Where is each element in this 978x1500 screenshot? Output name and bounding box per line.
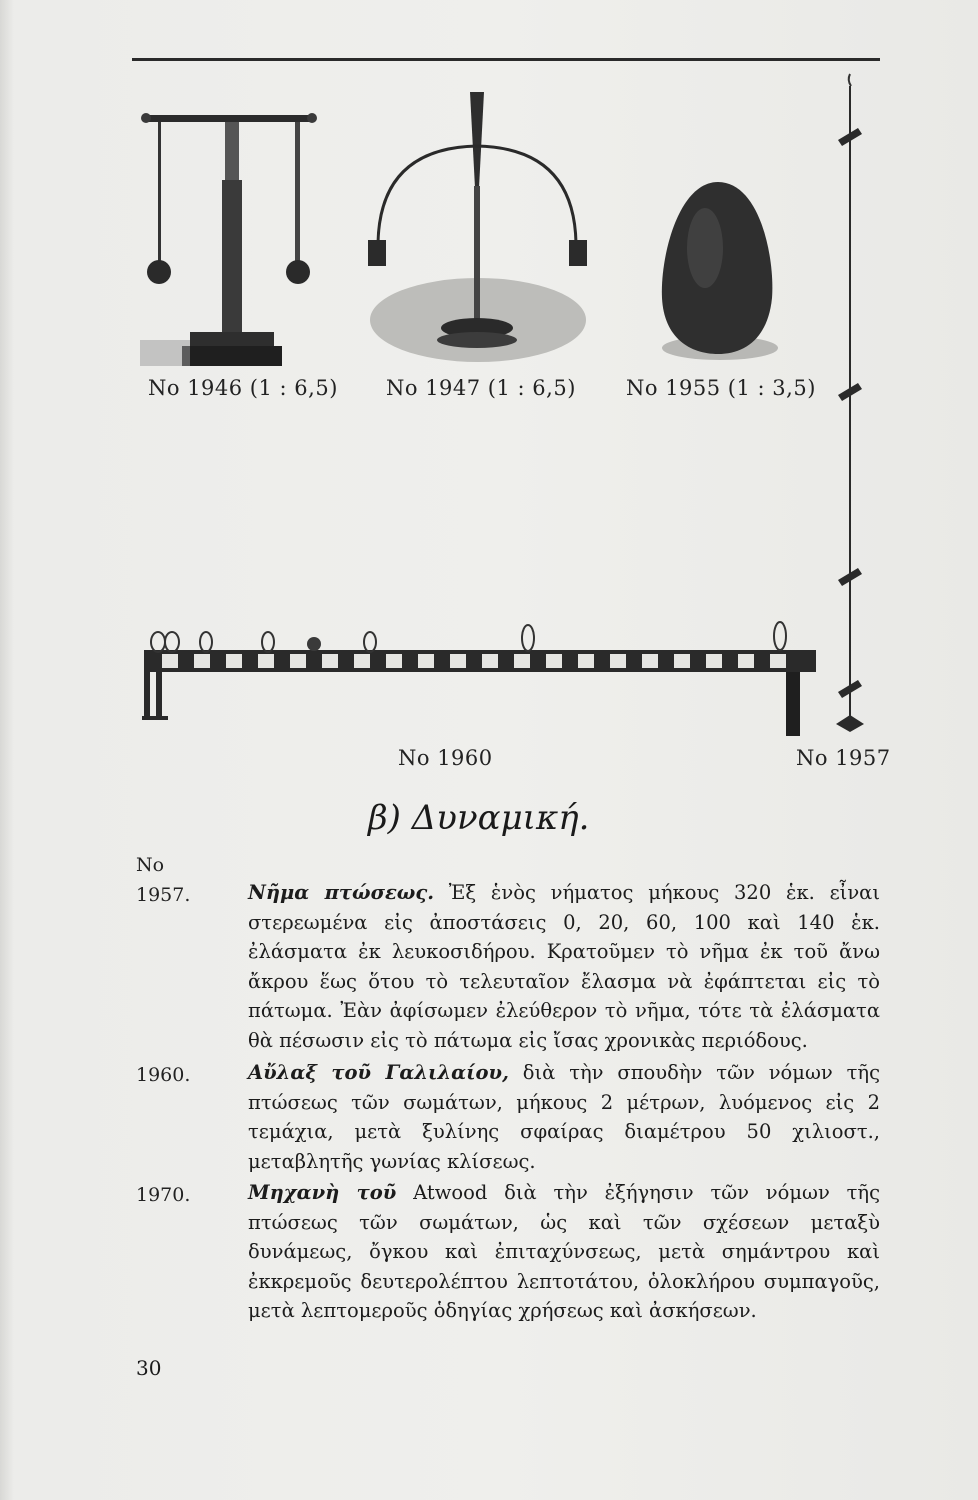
entry-text: Atwood διὰ τὴν ἐξήγησιν τῶν νόμων τῆς πτώσεως τῶν σωμάτων, ὡς καὶ τῶν σχέσεων μεταξὺ δυνάμεως, ὄγκου καὶ ἐπιταχύνσεως, μετὰ σημάντρου καὶ ἐκκρεμοῦς δευτερολέπτου λεπτοτάτου, ὁλοκλήρου συμπαγοῦς, μετὰ λεπτομεροῦς ὁδηγίας χρήσεως καὶ ἀσκήσεων. <box>248 1181 880 1322</box>
figure-1957-fall-string <box>830 70 875 740</box>
entry-number: 1960. <box>136 1064 191 1086</box>
entry-name: Μηχανὴ τοῦ <box>248 1181 397 1204</box>
entry-1957 <box>248 878 880 1055</box>
figure-1955-egg <box>650 178 780 363</box>
entry-name: Αὔλαξ τοῦ Γαλιλαίου, <box>248 1061 509 1084</box>
top-rule <box>132 58 880 61</box>
entry-1970 <box>248 1178 880 1326</box>
entry-1960 <box>248 1058 880 1176</box>
caption-no1960: No 1960 <box>398 746 493 770</box>
entry-text: διὰ τὴν σπουδὴν τῶν νόμων τῆς πτώσεως τῶν σωμάτων, μήκους 2 μέτρων, λυόμενος εἰς 2 τεμάχια, μετὰ ξυλίνης σφαίρας διαμέτρου 50 χιλιοστ., μεταβλητῆς γωνίας κλίσεως. <box>248 1061 880 1173</box>
entry-name: Νῆμα πτώσεως. <box>248 881 435 904</box>
caption-no1957: No 1957 <box>796 746 891 770</box>
figure-1960-galileo-channel <box>138 620 823 740</box>
figure-1946-pendulum-stand <box>130 100 330 375</box>
entry-number: 1970. <box>136 1184 191 1206</box>
entry-text: Ἐξ ἑνὸς νήματος μήκους 320 ἑκ. εἶναι στερεωμένα εἰς ἀποστάσεις 0, 20, 60, 100 καὶ 140 ἑκ. ἐλάσματα ἐκ λευκοσιδήρου. Κρατοῦμεν τὸ νῆμα ἐκ τοῦ ἄνω ἄκρου ἕως ὅτου τὸ τελευταῖον ἔλασμα νὰ ἐφάπτεται εἰς τὸ πάτωμα. Ἐὰν ἀφίσωμεν ἐλεύθερον τὸ νῆμα, τότε τὰ ἐλάσματα θὰ πέσωσιν εἰς τὸ πάτωμα εἰς ἴσας χρονικὰς περιόδους. <box>248 881 880 1052</box>
caption-no1955: No 1955 (1 : 3,5) <box>626 376 816 400</box>
caption-no1946: No 1946 (1 : 6,5) <box>148 376 338 400</box>
section-title: β) Δυναμική. <box>368 798 590 838</box>
figure-1947-balance-toy <box>360 88 595 368</box>
page-number: 30 <box>136 1356 162 1380</box>
caption-no1947: No 1947 (1 : 6,5) <box>386 376 576 400</box>
entry-number: 1957. <box>136 884 191 906</box>
entry-prefix: No <box>136 854 165 876</box>
